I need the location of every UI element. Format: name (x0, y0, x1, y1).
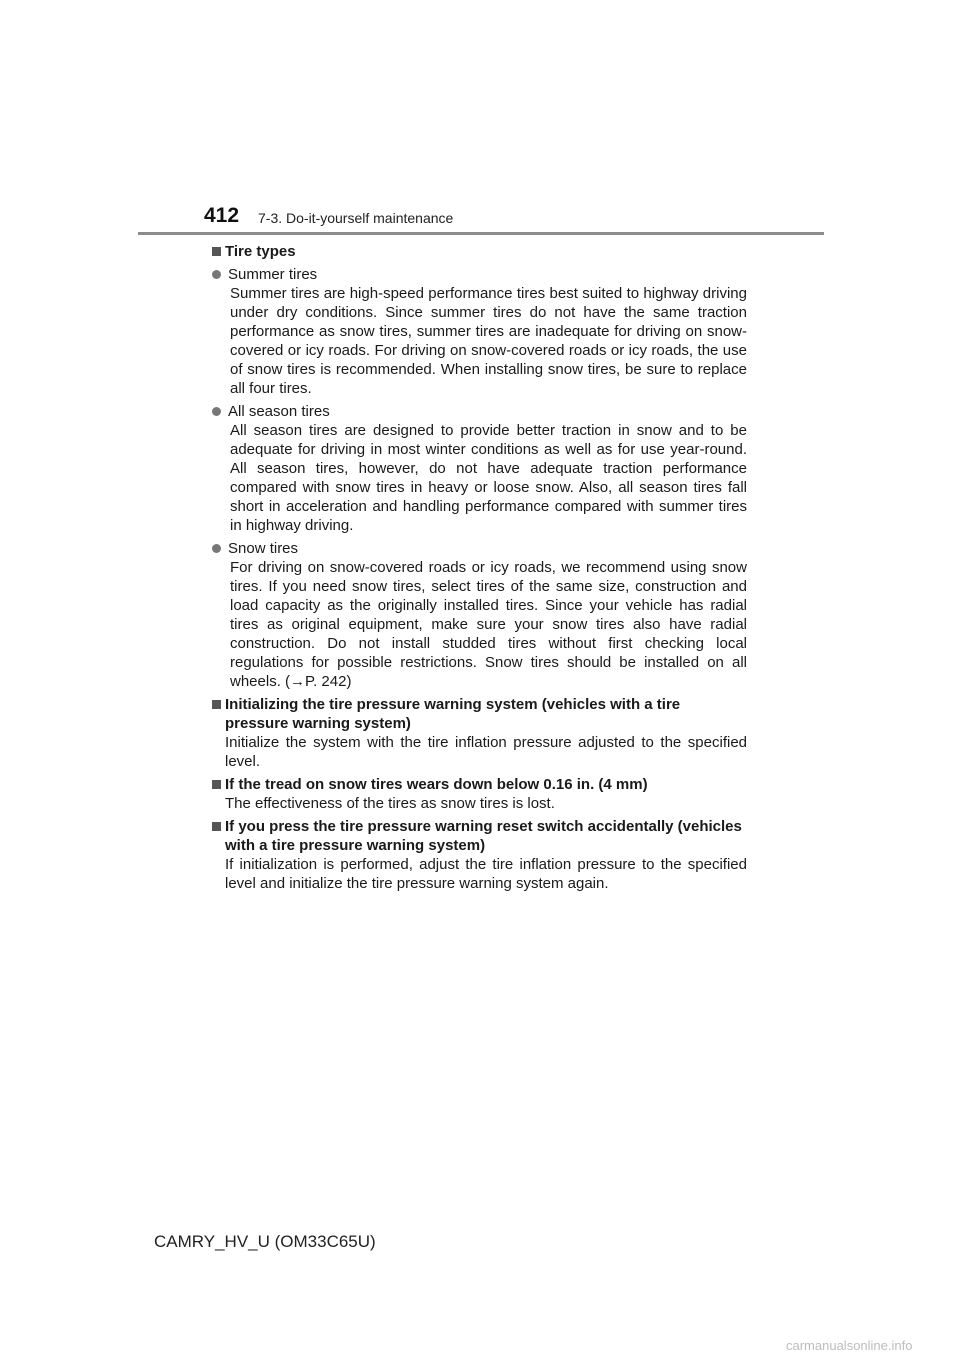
square-bullet-icon (212, 780, 221, 789)
bullet-title: Snow tires (228, 540, 299, 557)
reset-switch-heading (212, 817, 747, 855)
all-season-tires-text: All season tires are designed to provide better traction in snow and to be adequate for driving in most winter conditions as well as for use year-round. All season tires, however, do not have adequate traction performance compared with snow tires in heavy or loose snow. Also, all season tires fall short in acceleration and handling performance compared with summer tires in highway driving. (230, 422, 747, 534)
page-number: 412 (204, 204, 240, 227)
tread-text: The effectiveness of the tires as snow tires is lost. (225, 795, 555, 812)
bullet-summer-tires (212, 265, 747, 284)
bullet-all-season-tires (212, 402, 747, 421)
summer-tires-text: Summer tires are high-speed performance tires best suited to highway driving under dry conditions. Since summer tires do not have the same traction performance as snow tires, summer tires are inadequate for driving on snow-covered or icy roads. For driving on snow-covered roads or icy roads, the use of snow tires is recommended. When installing snow tires, be sure to replace all four tires. (230, 285, 747, 397)
page-content (212, 242, 747, 893)
round-bullet-icon (212, 270, 221, 279)
heading-text: Tire types (225, 243, 296, 260)
tire-types-heading (212, 242, 747, 261)
initializing-text: Initialize the system with the tire inflation pressure adjusted to the specified level. (225, 734, 747, 770)
square-bullet-icon (212, 822, 221, 831)
heading-text: If the tread on snow tires wears down below 0.16 in. (4 mm) (225, 776, 648, 793)
initializing-heading (212, 695, 747, 733)
square-bullet-icon (212, 700, 221, 709)
round-bullet-icon (212, 407, 221, 416)
heading-text: If you press the tire pressure warning reset switch accidentally (vehicles with a tire pressure warning system) (225, 818, 742, 854)
section-title: 7-3. Do-it-yourself maintenance (258, 210, 454, 226)
reset-switch-text: If initialization is performed, adjust the tire inflation pressure to the specified level and initialize the tire pressure warning system again. (225, 856, 747, 892)
bullet-title: All season tires (228, 403, 330, 420)
bullet-snow-tires (212, 539, 747, 558)
footer-model-code: CAMRY_HV_U (OM33C65U) (154, 1232, 376, 1251)
header-rule (138, 232, 824, 235)
heading-text: Initializing the tire pressure warning system (vehicles with a tire pressure warning system) (225, 696, 681, 732)
square-bullet-icon (212, 247, 221, 256)
tread-heading (212, 775, 747, 794)
watermark: carmanualsonline.info (786, 1338, 913, 1353)
bullet-title: Summer tires (228, 266, 318, 283)
snow-tires-text: For driving on snow-covered roads or icy roads, we recommend using snow tires. If you need snow tires, select tires of the same size, construction and load capacity as the originally installed tires. Since your vehicle has radial tires as original equipment, make sure your snow tires also have radial construction. Do not install studded tires without first checking local regulations for possible restrictions. Snow tires should be installed on all wheels. (→P. 242) (230, 559, 747, 690)
round-bullet-icon (212, 544, 221, 553)
